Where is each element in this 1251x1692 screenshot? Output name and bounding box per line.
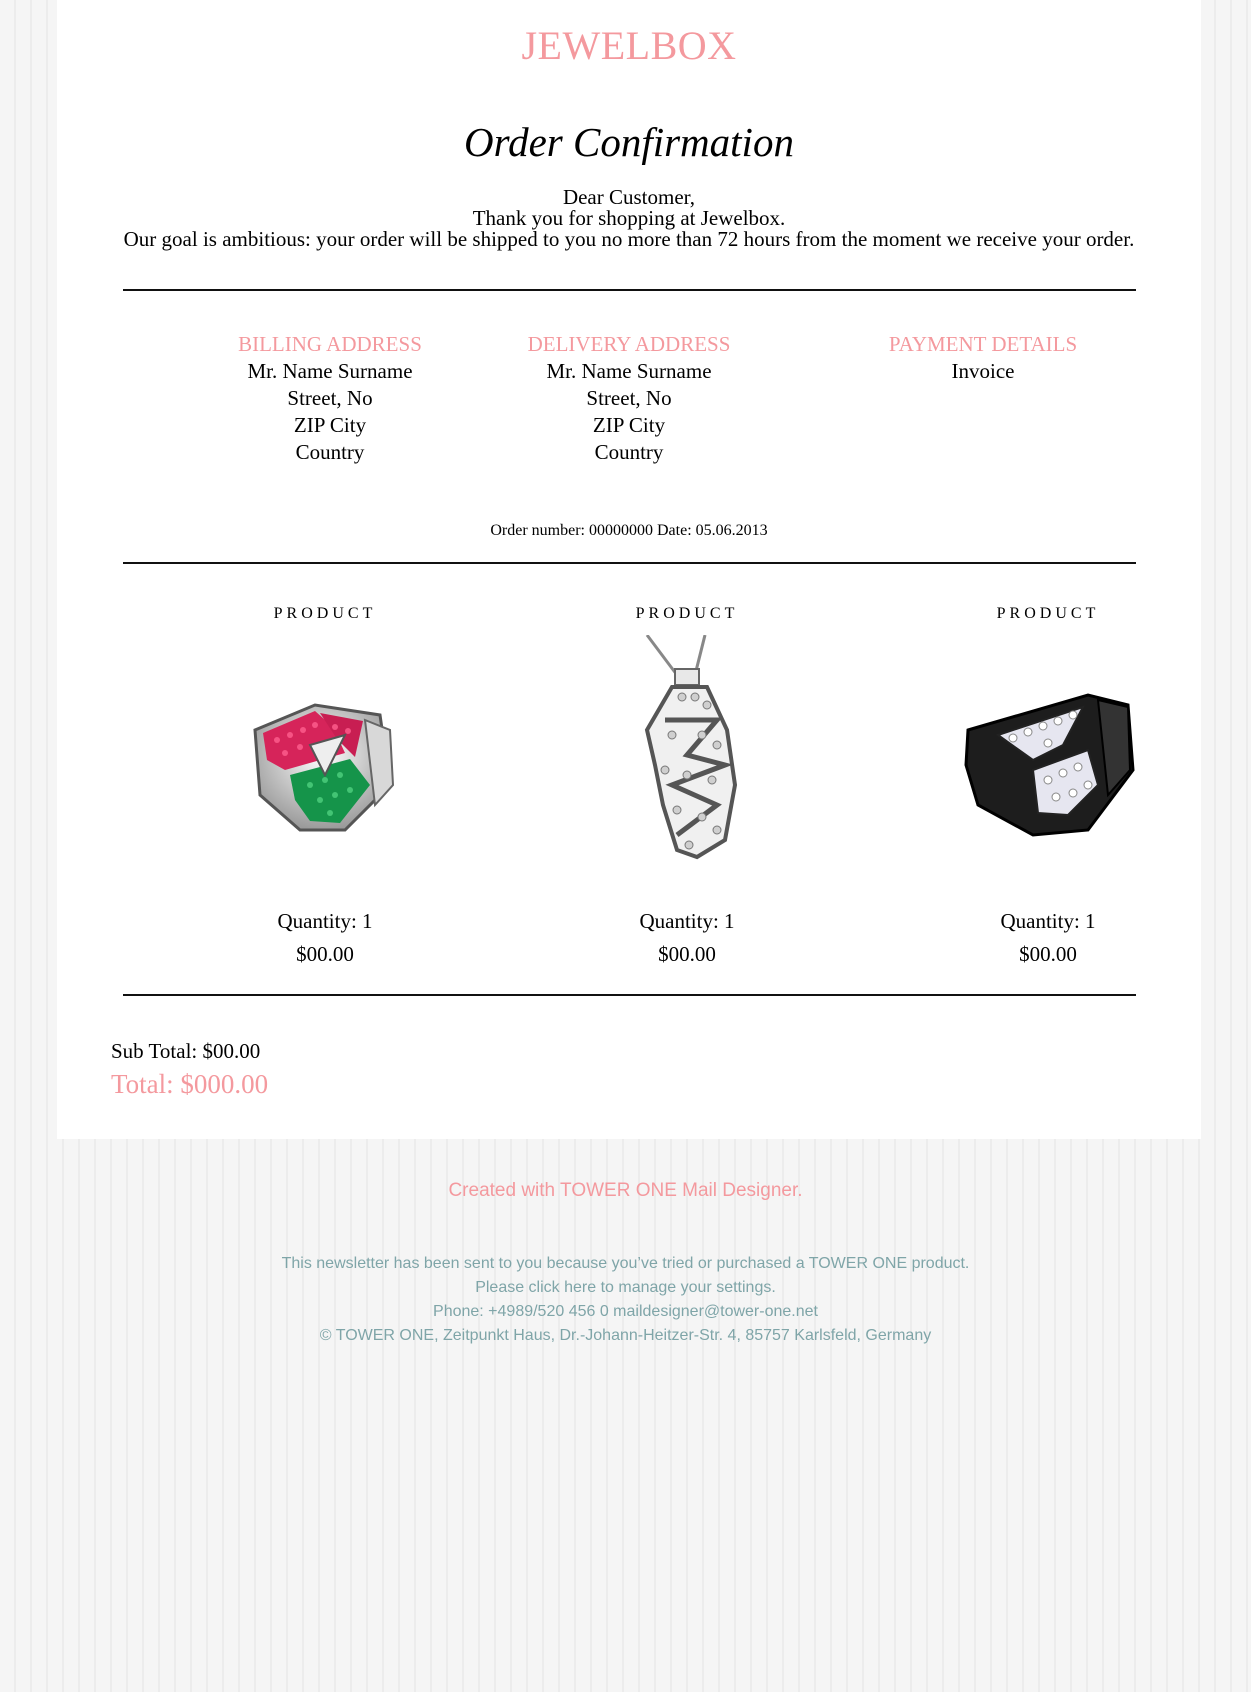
product-quantity: Quantity: 1	[277, 909, 373, 933]
delivery-name: Mr. Name Surname	[546, 359, 712, 383]
email-card	[57, 0, 1201, 1139]
brand-logo[interactable]: JEWELBOX	[521, 23, 737, 68]
billing-street: Street, No	[287, 386, 373, 410]
footer-legal	[0, 1252, 1251, 1348]
page-title: Order Confirmation	[464, 119, 794, 165]
delivery-city: ZIP City	[592, 413, 666, 437]
divider-1	[123, 289, 1136, 291]
copyright-address: © TOWER ONE, Zeitpunkt Haus, Dr.-Johann-Heitzer-Str. 4, 85757 Karlsfeld, Germany	[319, 1327, 932, 1344]
manage-settings-link[interactable]: Please click here to manage your settings.	[475, 1279, 776, 1296]
product-price: $00.00	[1019, 942, 1077, 966]
order-number-date: Order number: 00000000 Date: 05.06.2013	[490, 522, 768, 539]
payment-method: Invoice	[951, 359, 1015, 383]
product-label: PRODUCT	[273, 605, 377, 622]
product-price: $00.00	[296, 942, 354, 966]
divider-3	[123, 994, 1136, 996]
product-label: PRODUCT	[996, 605, 1100, 622]
billing-heading: BILLING ADDRESS	[238, 332, 422, 356]
product-quantity: Quantity: 1	[639, 909, 735, 933]
delivery-address	[479, 331, 779, 466]
delivery-heading: DELIVERY ADDRESS	[527, 332, 731, 356]
thank-you-line: Thank you for shopping at Jewelbox.	[472, 206, 786, 230]
delivery-street: Street, No	[586, 386, 672, 410]
product-1	[175, 605, 475, 967]
contact-line[interactable]: Phone: +4989/520 456 0 maildesigner@tower-one.net	[433, 1303, 818, 1320]
ruby-emerald-ring-image[interactable]	[215, 635, 435, 865]
billing-name: Mr. Name Surname	[247, 359, 413, 383]
billing-address	[180, 331, 480, 466]
billing-city: ZIP City	[293, 413, 367, 437]
divider-2	[123, 562, 1136, 564]
subtotal: Sub Total: $00.00	[111, 1039, 261, 1063]
product-price: $00.00	[658, 942, 716, 966]
greeting: Dear Customer,	[562, 185, 696, 209]
newsletter-notice: This newsletter has been sent to you because you’ve tried or purchased a TOWER ONE product.	[281, 1255, 970, 1272]
payment-heading: PAYMENT DETAILS	[888, 332, 1078, 356]
created-with-link[interactable]: Created with TOWER ONE Mail Designer.	[448, 1180, 803, 1201]
product-3	[898, 605, 1198, 967]
payment-details	[833, 331, 1133, 385]
total: Total: $000.00	[111, 1069, 269, 1099]
intro-text	[57, 187, 1201, 250]
diamond-pendant-image[interactable]	[577, 635, 797, 865]
delivery-country: Country	[594, 440, 664, 464]
billing-country: Country	[295, 440, 365, 464]
product-quantity: Quantity: 1	[1000, 909, 1096, 933]
shipping-promise: Our goal is ambitious: your order will be shipped to you no more than 72 hours from the moment we receive your order.	[123, 227, 1135, 251]
product-2	[537, 605, 837, 967]
black-diamond-ring-image[interactable]	[938, 635, 1158, 865]
product-label: PRODUCT	[635, 605, 739, 622]
